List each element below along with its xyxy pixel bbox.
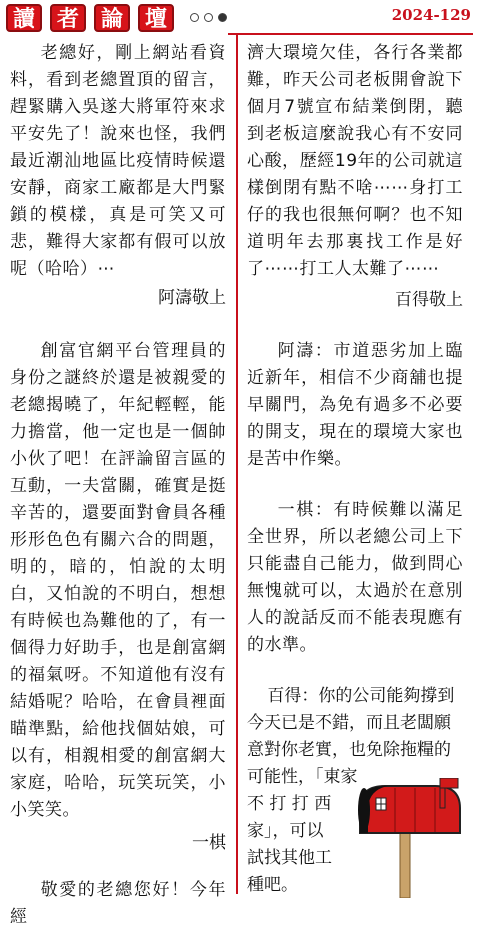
left-column — [10, 40, 226, 931]
letter-3-signature: 百得敬上 — [395, 290, 463, 310]
letter-2-signature: 一棋 — [192, 833, 226, 853]
reply-2: 一棋：有時候難以滿足全世界，所以老總公司上下只能盡自己能力，做到問心無愧就可以，太過於在意別人的說話反而不能表現應有的水準。 — [247, 500, 463, 655]
header-rule — [228, 33, 473, 35]
right-column — [247, 40, 463, 899]
reply-3-line: 今天已是不錯，而且老闆願 — [247, 713, 451, 733]
reply-3-line: 意對你老實，也免除拖糧的 — [247, 740, 451, 760]
letter-2-body: 創富官網平台管理員的身份之謎終於還是被親愛的老總揭曉了，年紀輕輕，能力擔當，他一定也是一個帥小伙了吧！在評論留言區的互動，一夫當關，確實是挺辛苦的，還要面對會員各種形形色色有關六合的問題，明的，暗的，怕說的太明白，又怕說的不明白，想想有時候也為難他的了，有一個得力好助手，也是創富網的福氣呀。不知道他有沒有結婚呢？哈哈，在會員裡面瞄準點，給他找個姑娘，可以有，相親相愛的創富網大家庭，哈哈，玩笑玩笑，小小笑笑。 — [10, 341, 226, 820]
mailbox-icon — [340, 778, 470, 898]
title-char-4: 壇 — [138, 4, 174, 32]
letter-3-continued: 濟大環境欠佳，各行各業都難，昨天公司老板開會說下個月7號宣布結業倒閉，聽到老板這麼說我心有不安同心酸，歷經19年的公司就這樣倒閉有點不啥⋯⋯身打工仔的我也很無何啊？也不知道明年去那裏找工作是好了⋯⋯打工人太難了⋯⋯ — [247, 43, 463, 279]
column-header — [0, 0, 481, 34]
title-char-1: 讀 — [6, 4, 42, 32]
letter-3-start: 敬愛的老總您好！今年經 — [10, 880, 226, 927]
reply-3-line: 種吧。 — [247, 875, 298, 895]
letter-1-signature: 阿濤敬上 — [158, 288, 226, 308]
title-char-3: 論 — [94, 4, 130, 32]
decor-dot-filled-icon — [218, 13, 227, 22]
reply-1: 阿濤：市道惡劣加上臨近新年，相信不少商舖也提早關門，為免有過多不必要的開支，現在的環境大家也是苦中作樂。 — [247, 341, 463, 469]
column-divider — [236, 34, 238, 894]
letter-1-body: 老總好，剛上網站看資料，看到老總置頂的留言，趕緊購入吳遂大將軍符來求平安先了！說來也怪，我們最近潮汕地區比疫情時候還安靜，商家工廠都是大門緊鎖的模樣，真是可笑又可悲，難得大家都有假可以放呢（哈哈）⋯ — [10, 43, 226, 279]
issue-number: 2024-129 — [391, 6, 471, 24]
reply-3-line: 家」，可以 — [247, 821, 324, 841]
decor-dot-icon — [190, 13, 199, 22]
reply-3-line: 不 打 打 西 — [247, 794, 332, 814]
title-char-2: 者 — [50, 4, 86, 32]
reply-3-line: 百得：你的公司能夠撐到 — [267, 686, 455, 706]
reply-3-line: 可能性，「東家 — [247, 767, 358, 787]
decor-dot-icon — [204, 13, 213, 22]
reply-3-line: 試找其他工 — [247, 848, 332, 868]
